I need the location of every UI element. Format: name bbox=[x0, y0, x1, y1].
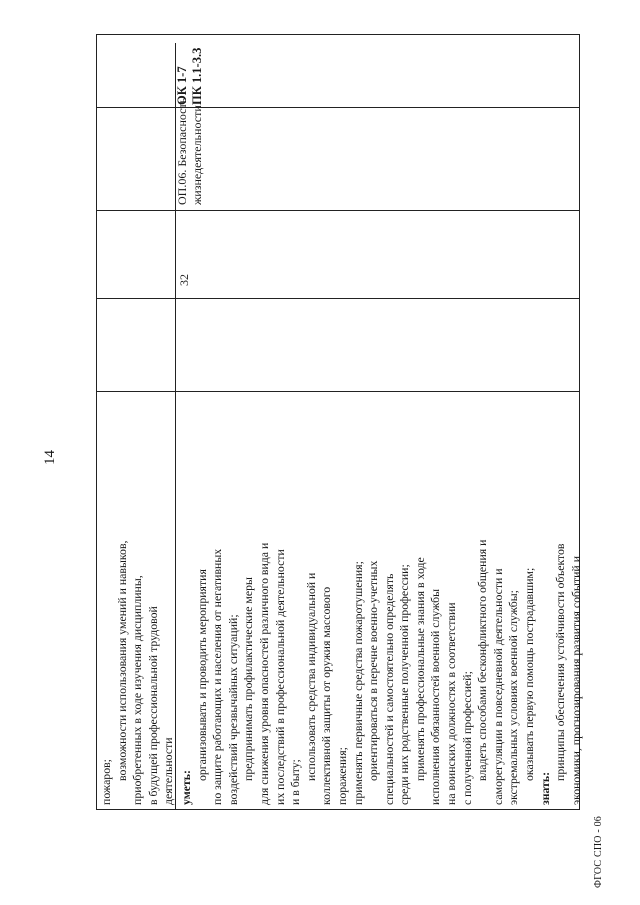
skill-line: среди них родственные полученной профессии; bbox=[397, 564, 412, 805]
skill-line: воздействий чрезвычайных ситуаций; bbox=[225, 614, 240, 805]
skill-line: специальностей и самостоятельно определять bbox=[381, 573, 396, 805]
competency-pk: ПК 1.1-3.3 bbox=[190, 47, 204, 105]
column-divider bbox=[97, 210, 579, 211]
column-divider bbox=[97, 298, 579, 299]
discipline-cell: ОП.06. Безопасность жизнедеятельности bbox=[175, 97, 204, 205]
hours-value: 32 bbox=[177, 274, 191, 286]
page-footer: ФГОС СПО - 06 bbox=[593, 816, 604, 888]
skill-line: использовать средства индивидуальной и bbox=[303, 572, 318, 781]
skill-line: оказывать первую помощь пострадавшим; bbox=[522, 567, 537, 781]
skill-line: применять профессиональные знания в ходе bbox=[412, 557, 427, 781]
column-divider bbox=[97, 391, 579, 392]
text-line: деятельности bbox=[161, 737, 176, 805]
skill-line: на воинских должностях в соответствии bbox=[444, 602, 459, 805]
competency-ok: ОК 1-7 bbox=[175, 66, 189, 105]
skill-line: для снижения уровня опасностей различного вида и bbox=[256, 542, 271, 805]
text-line: в будущей профессиональной трудовой bbox=[145, 606, 160, 805]
skill-line: и в быту; bbox=[288, 759, 303, 805]
curriculum-table bbox=[96, 34, 583, 810]
skill-line: саморегуляции в повседневной деятельности и bbox=[490, 568, 505, 805]
page-number: 14 bbox=[42, 450, 58, 465]
knowledge-line: принципы обеспечения устойчивости объектов bbox=[553, 543, 568, 781]
skill-line: поражения; bbox=[334, 747, 349, 805]
text-line: возможности использования умений и навыков, bbox=[114, 540, 129, 781]
knowledge-line: экономики, прогнозирования развития событий и bbox=[568, 555, 583, 805]
skill-line: с полученной профессией; bbox=[459, 671, 474, 805]
skill-line: организовывать и проводить мероприятия bbox=[194, 569, 209, 781]
skill-line: экстремальных условиях военной службы; bbox=[506, 590, 521, 805]
skill-line: исполнения обязанностей военной службы bbox=[428, 588, 443, 805]
skill-line: коллективной защиты от оружия массового bbox=[319, 586, 334, 805]
column-divider bbox=[97, 107, 579, 108]
competencies-cell bbox=[175, 5, 205, 105]
text-line: пожаров; bbox=[99, 759, 113, 805]
requirements-cell bbox=[99, 405, 584, 805]
skill-line: владеть способами бесконфликтного общения и bbox=[475, 539, 490, 781]
skill-line: ориентироваться в перечне военно-учетных bbox=[366, 560, 381, 781]
skill-line: предпринимать профилактические меры bbox=[241, 577, 256, 781]
skill-line: их последствий в профессиональной деятельности bbox=[272, 549, 287, 805]
skill-line: применять первичные средства пожаротушения; bbox=[350, 561, 365, 805]
text-line: приобретенных в ходе изучения дисциплины, bbox=[130, 575, 145, 805]
knowledge-heading: знать: bbox=[537, 771, 552, 805]
skill-line: по защите работающих и населения от негативных bbox=[210, 548, 225, 805]
skills-heading: уметь: bbox=[178, 770, 193, 805]
